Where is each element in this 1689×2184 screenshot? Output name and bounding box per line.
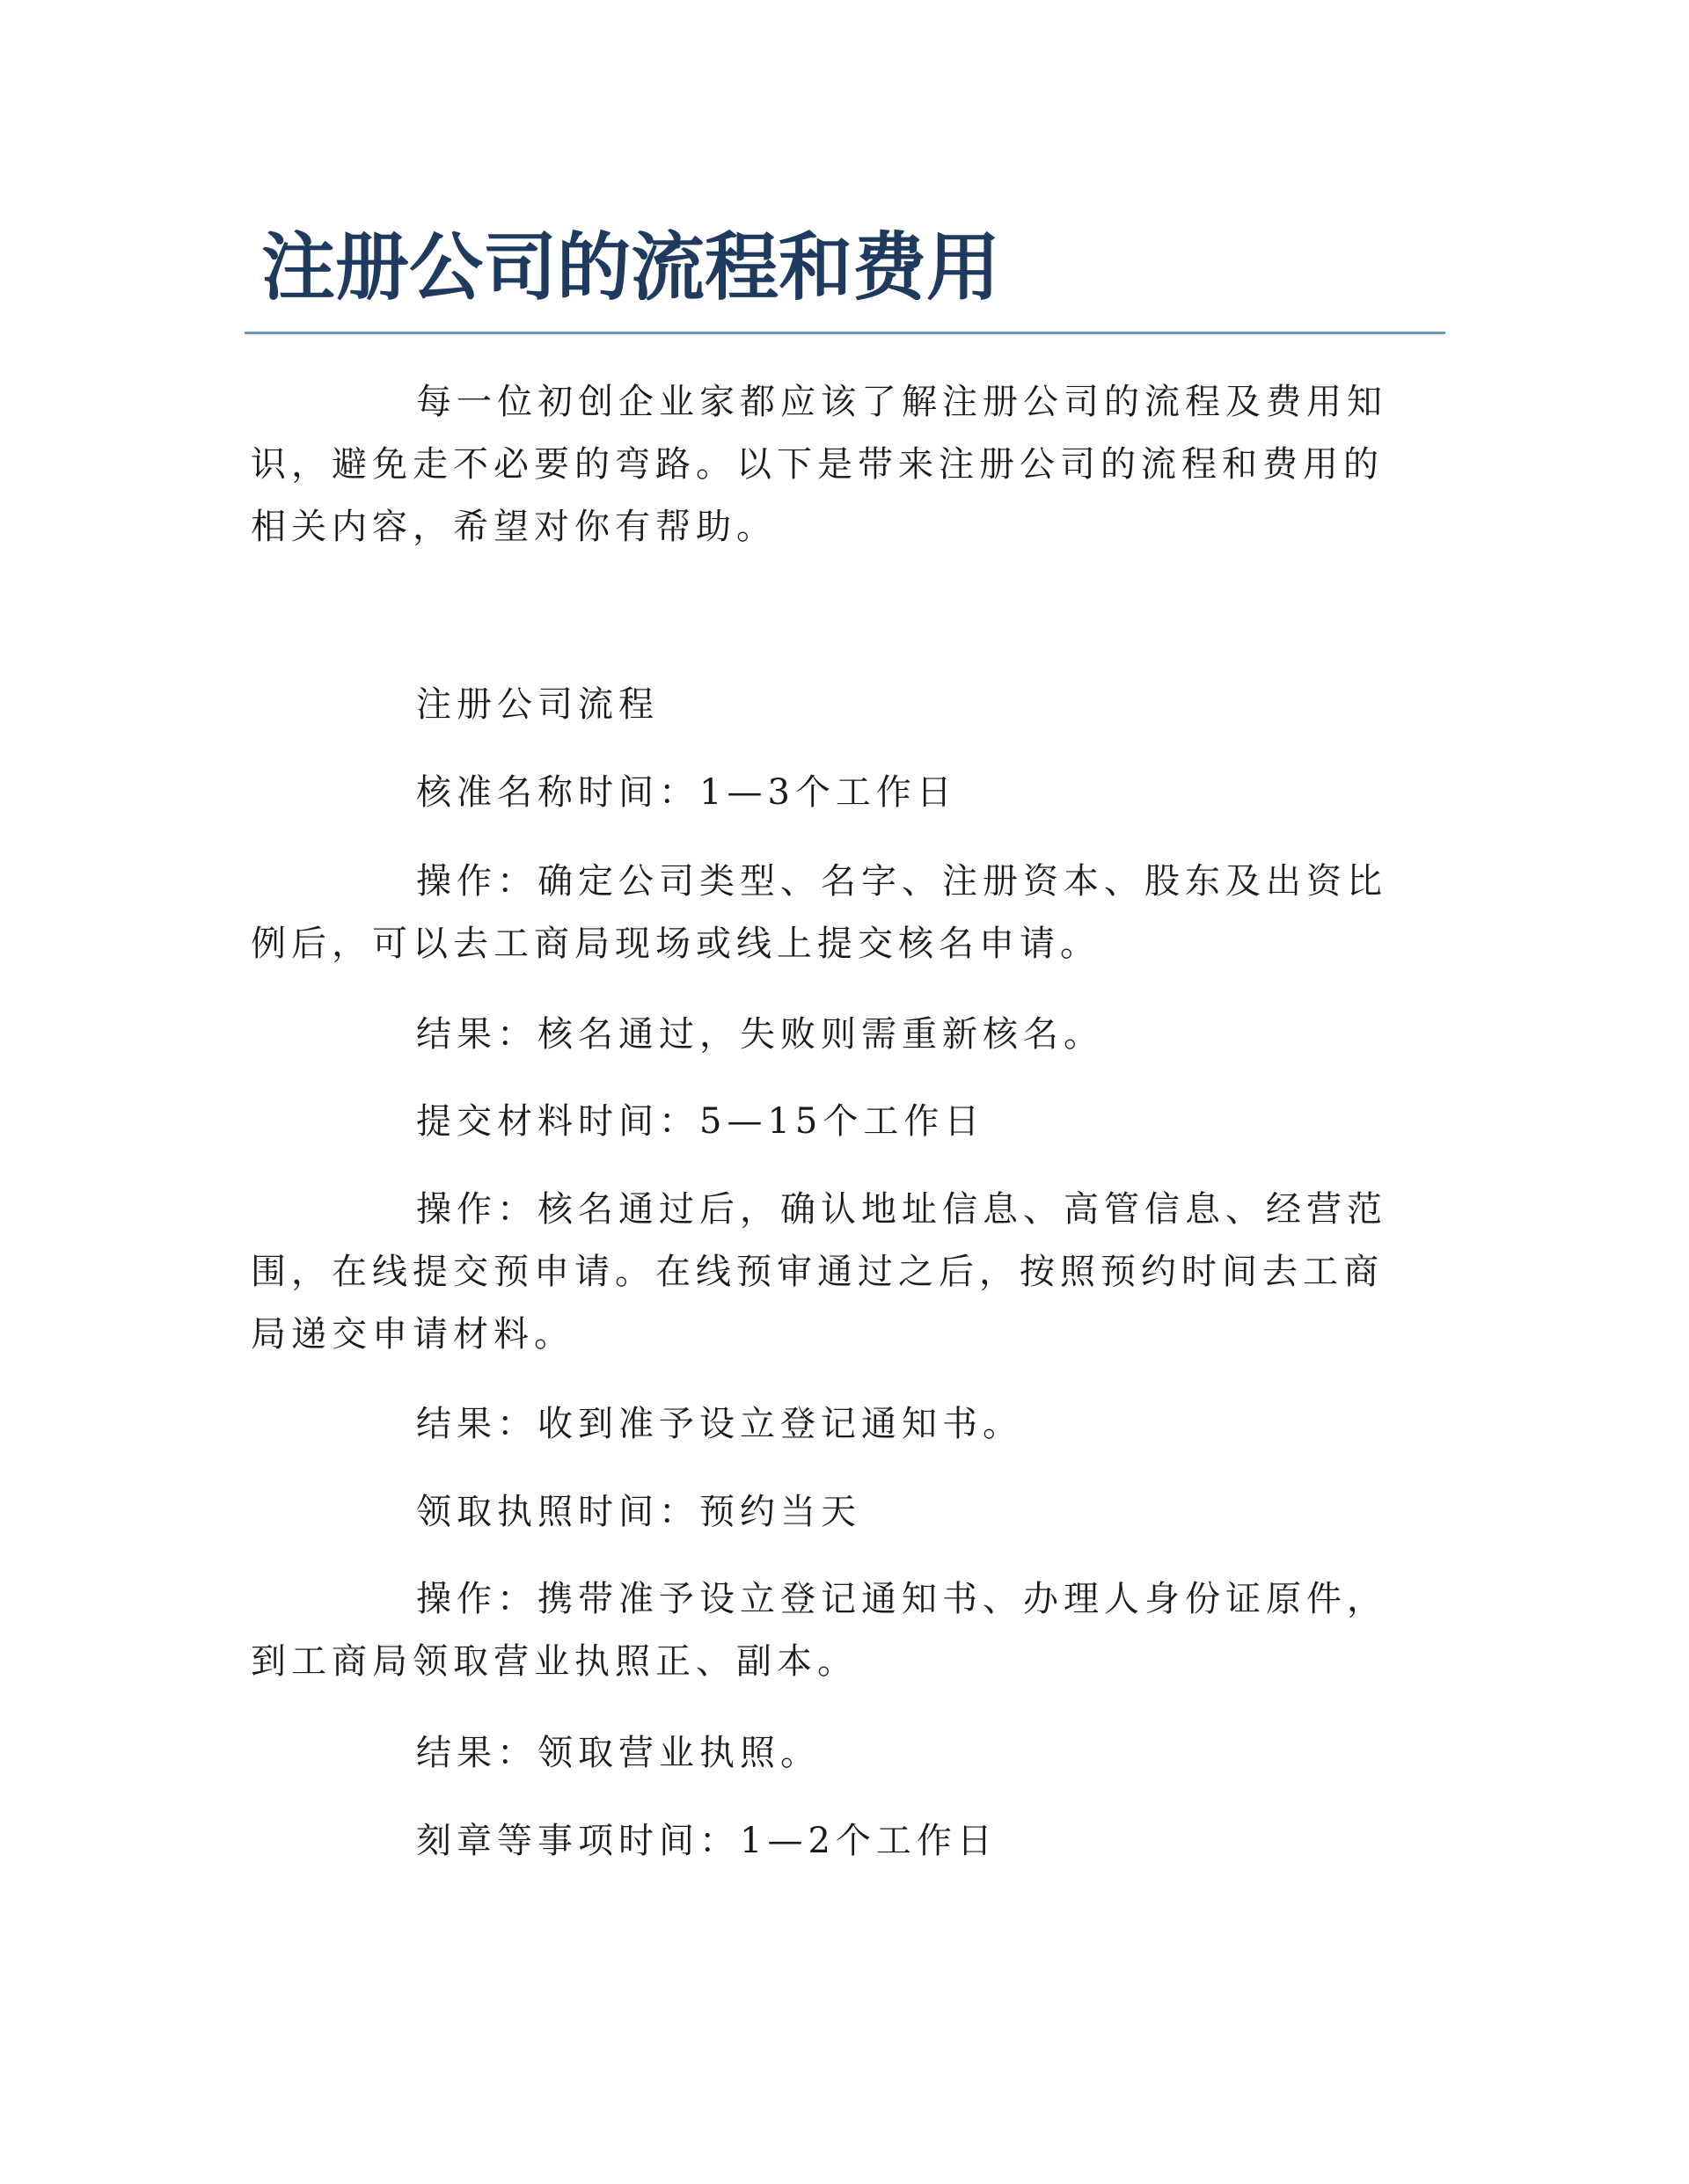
step-name-approval-operation: 操作：确定公司类型、名字、注册资本、股东及出资比例后，可以去工商局现场或线上提交核名申请。 (251, 861, 1387, 964)
title-divider (245, 332, 1445, 334)
step-submit-materials-time: 提交材料时间：5—15个工作日 (416, 1101, 985, 1142)
step-seal-making-time: 刻章等事项时间：1—2个工作日 (416, 1821, 998, 1861)
step-submit-materials-operation: 操作：核名通过后，确认地址信息、高管信息、经营范围，在线提交预申请。在线预审通过之后，按照预约时间去工商局递交申请材料。 (251, 1189, 1387, 1355)
step-name-approval-time: 核准名称时间：1—3个工作日 (416, 772, 957, 813)
step-submit-materials-result: 结果：收到准予设立登记通知书。 (416, 1404, 1023, 1444)
step-collect-license-operation: 操作：携带准予设立登记通知书、办理人身份证原件，到工商局领取营业执照正、副本。 (251, 1579, 1387, 1682)
step-collect-license-time: 领取执照时间：预约当天 (416, 1492, 861, 1532)
document-title: 注册公司的流程和费用 (261, 224, 1001, 310)
section-heading-registration-process: 注册公司流程 (416, 684, 659, 725)
intro-paragraph: 每一位初创企业家都应该了解注册公司的流程及费用知识，避免走不必要的弯路。以下是带来注册公司的流程和费用的相关内容，希望对你有帮助。 (251, 382, 1387, 547)
step-collect-license-result: 结果：领取营业执照。 (416, 1733, 821, 1773)
step-name-approval-result: 结果：核名通过，失败则需重新核名。 (416, 1014, 1104, 1055)
